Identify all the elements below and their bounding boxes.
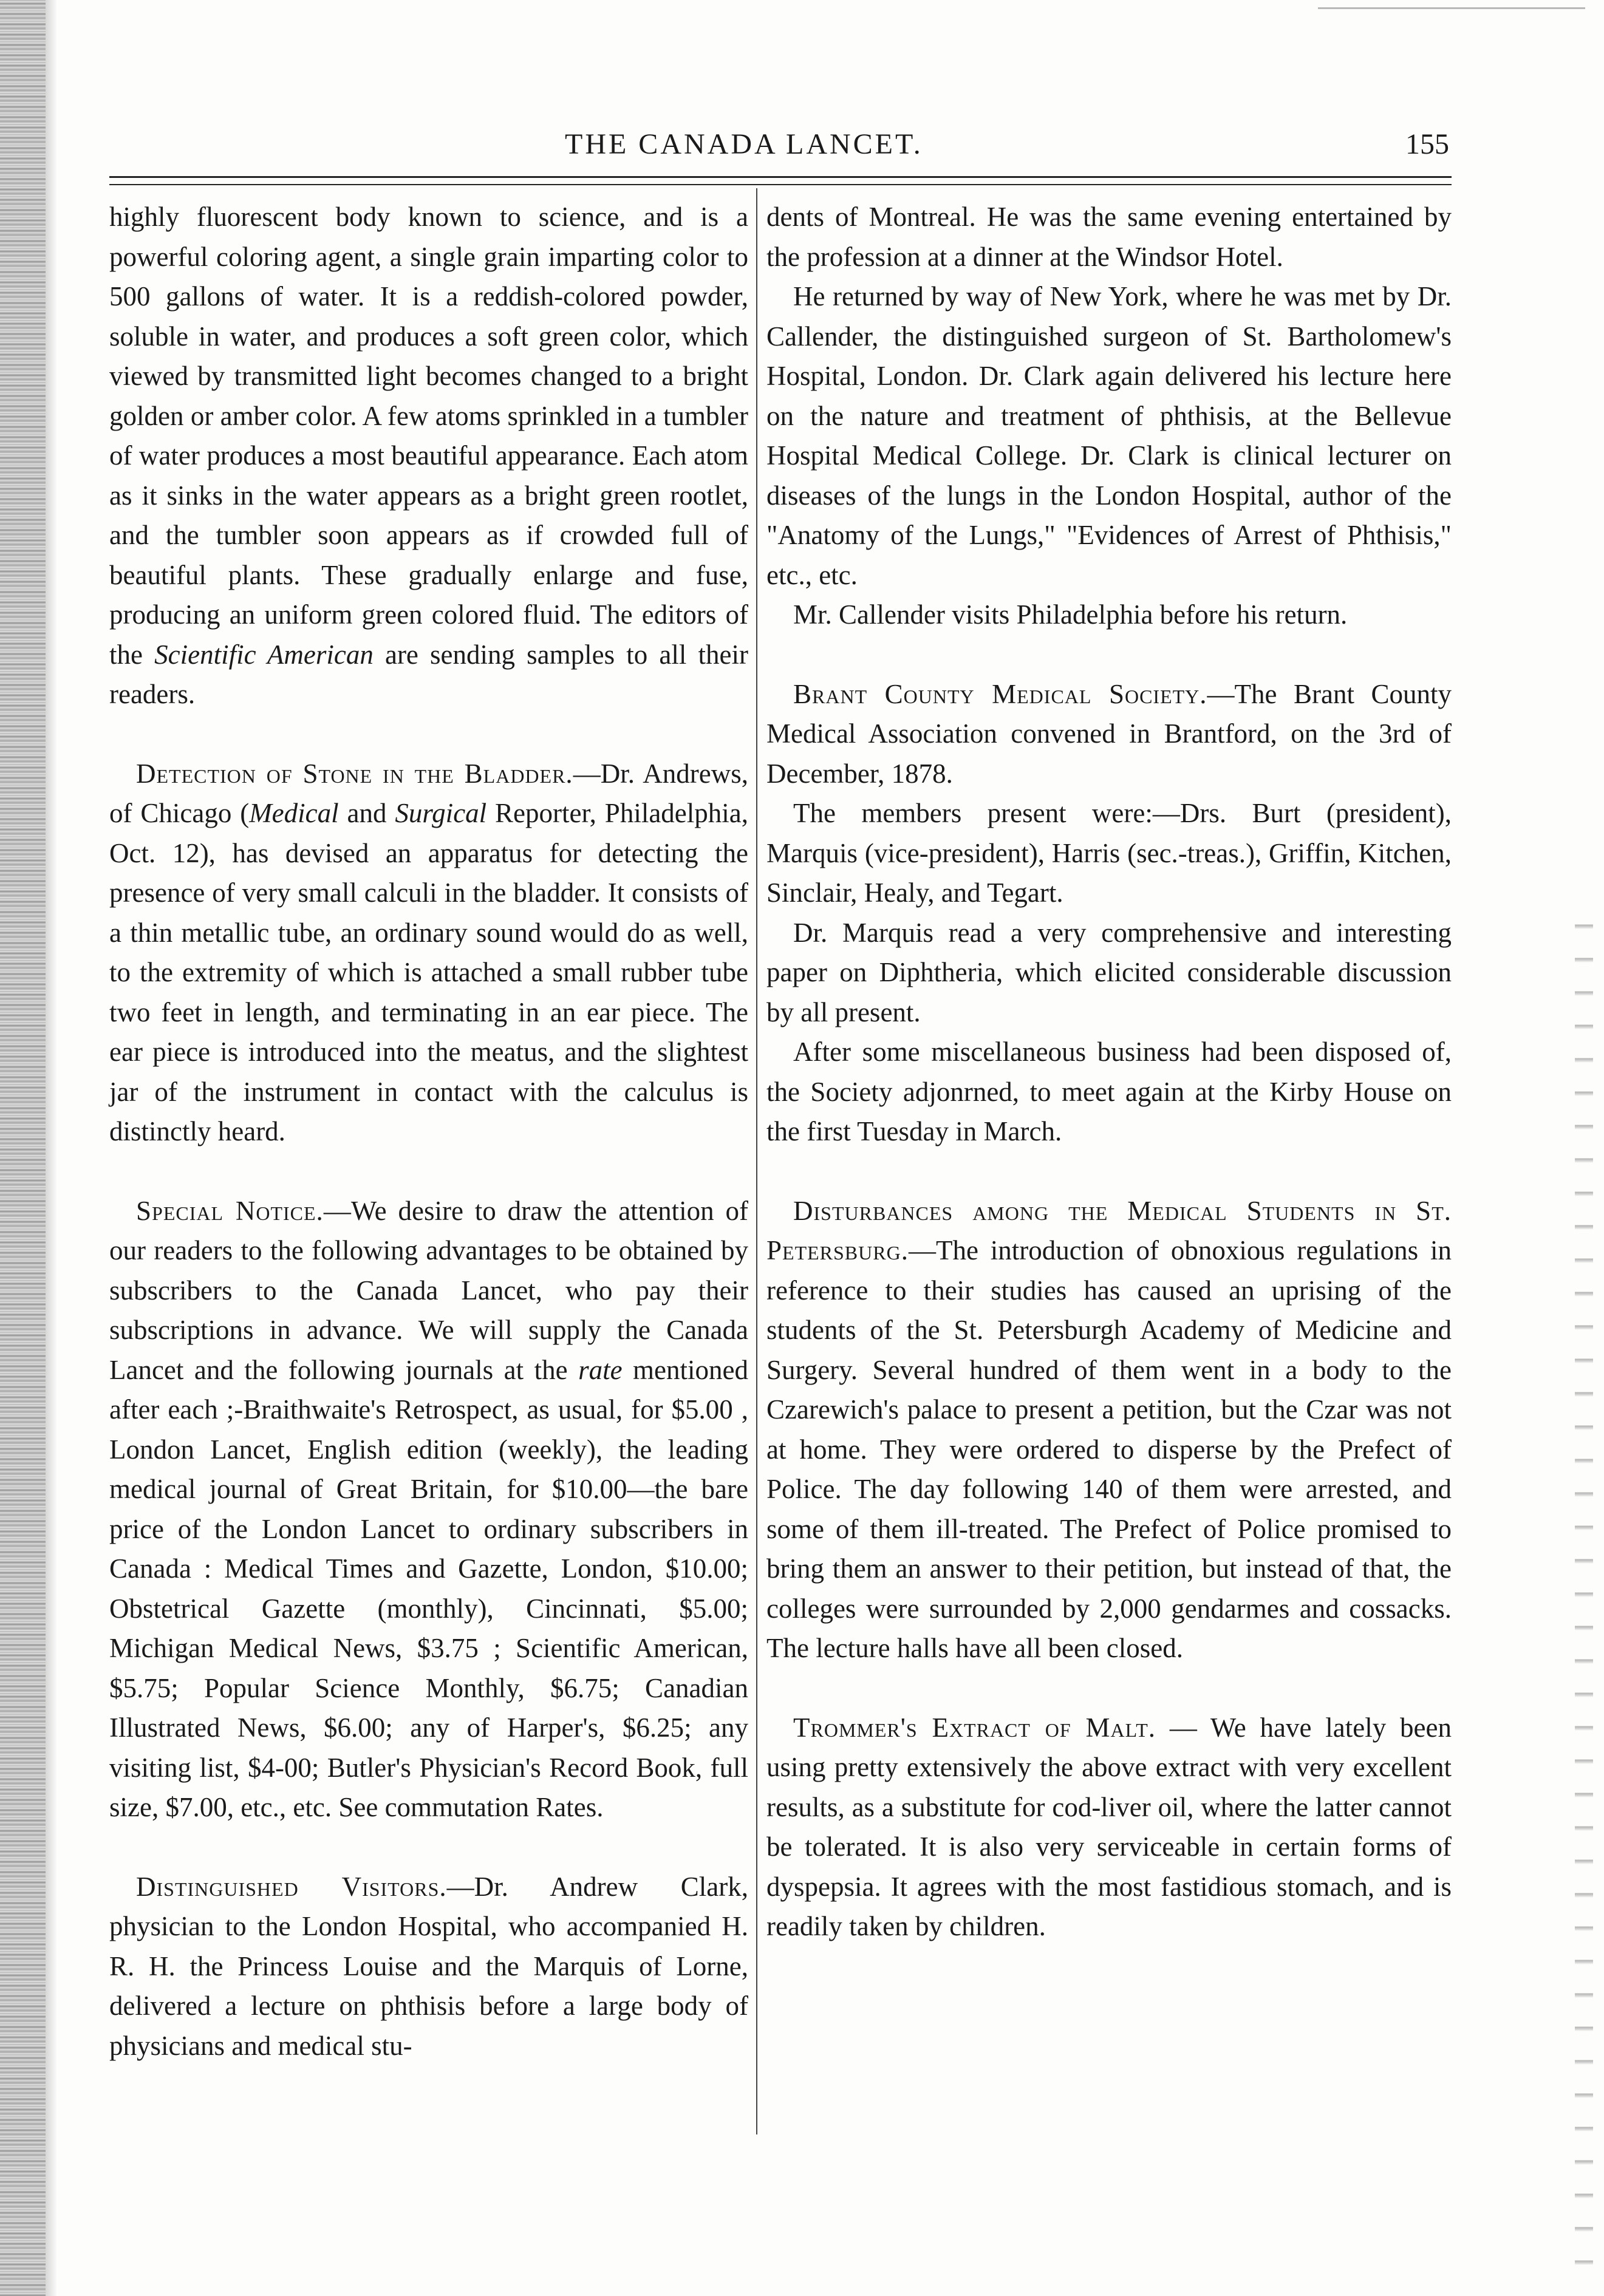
paragraph-text: are sending samples to all their readers. [109,639,748,709]
italic-text: Surgical [395,798,487,828]
visitors-paragraph: He returned by way of New York, where he was met by Dr. Callender, the distinguished surgeon of St. Bartholomew's Hospital, London. Dr. Clark again delivered his lecture here on the nature and treatment of phthisis, at the Bellevue Hospital Medical College. Dr. Clark is clinical lecturer on diseases of the lungs in the London Hospital, author of the "Anatomy of the Lungs," "Evidences of Arrest of Phthisis," etc., etc. [766,281,1452,590]
article-heading: Trommer's Extract of Malt. [793,1712,1156,1743]
article-heading: Brant County Medical Society. [793,678,1207,709]
italic-text: rate [578,1354,623,1385]
brant-society-article [766,675,1452,794]
paragraph-text: mentioned after each ;-Braithwaite's Retrospect, as usual, for $5.00 , London Lancet, English edition (weekly), the leading medical journal of Great Britain, for $10.00—the bare price of the London Lancet to ordinary subscribers in Canada : Medical Times and Gazette, London, $10.00; Obstetrical Gazette (monthly), Cincinnati, $5.00; Michigan Medical News, $3.75 ; Scientific American, $5.75; Popular Science Monthly, $6.75; Canadian Illustrated News, $6.00; any of Harper's, $6.25; any visiting list, $4-00; Butler's Physician's Record Book, full size, $7.00, etc., etc. See commutation Rates. [109,1354,748,1822]
detection-article [109,754,748,1152]
binding-shadow [46,0,56,2296]
paragraph-text: —Dr. Andrews, of Chicago ( [109,758,748,828]
running-title: THE CANADA LANCET. [565,128,923,160]
scan-noise-strip [1575,911,1593,2277]
fluorescent-article-paragraph [109,197,748,715]
visitors-article [109,1867,748,2066]
left-column [109,197,748,2066]
brant-paragraph: The members present were:—Drs. Burt (president), Marquis (vice-president), Harris (sec.-treas.), Griffin, Kitchen, Sinclair, Healy, and Tegart. [766,798,1452,908]
article-heading: Detection of Stone in the Bladder. [136,758,573,789]
brant-paragraph: Dr. Marquis read a very comprehensive and interesting paper on Diphtheria, which elicited considerable discussion by all present. [766,917,1452,1027]
malt-article [766,1708,1452,1947]
italic-text: Medical [249,798,339,828]
header-rule [109,176,1452,185]
binding-edge [0,0,46,2296]
visitors-paragraph: Mr. Callender visits Philadelphia before his return. [793,599,1348,630]
paragraph-text: and [338,798,395,828]
paragraph-text: highly fluorescent body known to science, and is a powerful coloring agent, a single grain imparting color to 500 gallons of water. It is a reddish-colored powder, soluble in water, and produces a soft green color, which viewed by transmitted light becomes changed to a bright golden or amber color. A few atoms sprinkled in a tumbler of water produces a most beautiful appearance. Each atom as it sinks in the water appears as a bright green rootlet, and the tumbler soon appears as if crowded full of beautiful plants. These gradually enlarge and fuse, producing an uniform green colored fluid. The editors of the [109,202,748,670]
special-notice-article [109,1191,748,1828]
article-heading: Distinguished Visitors. [136,1871,447,1902]
italic-title: Scientific American [154,639,374,670]
article-heading: Special Notice. [136,1195,324,1226]
column-divider [756,188,757,2134]
paragraph-text: —We desire to draw the attention of our readers to the following advantages to be obtained by subscribers to the Canada Lancet, who pay their subscriptions in advance. We will supply the Canada Lancet and the following journals at the [109,1195,748,1385]
paragraph-text: —Dr. Andrew Clark, physician to the London Hospital, who accompanied H. R. H. the Princess Louise and the Marquis of Lorne, delivered a lecture on phthisis before a large body of physicians and medical stu- [109,1871,748,2061]
disturbances-article [766,1191,1452,1669]
paragraph-text: —The Brant County Medical Association convened in Brantford, on the 3rd of December, 1878. [766,678,1452,789]
visitors-continued: dents of Montreal. He was the same evening entertained by the profession at a dinner at the Windsor Hotel. [766,202,1452,272]
page-number: 155 [1405,128,1449,160]
brant-paragraph: After some miscellaneous business had been disposed of, the Society adjonrned, to meet again at the Kirby House on the first Tuesday in March. [766,1037,1452,1146]
paragraph-text: Reporter, Philadelphia, Oct. 12), has devised an apparatus for detecting the presence of very small calculi in the bladder. It consists of a thin metallic tube, an ordinary sound would do as well, to the extremity of which is attached a small rubber tube two feet in length, and terminating in an ear piece. The ear piece is introduced into the meatus, and the slightest jar of the instrument in contact with the calculus is distinctly heard. [109,798,748,1146]
right-column [766,197,1452,1947]
paragraph-text: — We have lately been using pretty extensively the above extract with very excellent results, as a substitute for cod-liver oil, where the latter cannot be tolerated. It is also very serviceable in certain forms of dyspepsia. It agrees with the most fastidious stomach, and is readily taken by children. [766,1712,1452,1941]
scan-artifact-line [1318,7,1585,9]
article-heading: Disturbances among the Medical Students in St. Petersburg. [766,1195,1452,1266]
paragraph-text: —The introduction of obnoxious regulations in reference to their studies has caused an uprising of the students of the St. Petersburgh Academy of Medicine and Surgery. Several hundred of them went in a body to the Czarewich's palace to present a petition, but the Czar was not at home. They were ordered to disperse by the Prefect of Police. The day following 140 of them were arrested, and some of them ill-treated. The Prefect of Police promised to bring them an answer to their petition, but instead of that, the colleges were surrounded by 2,000 gendarmes and cossacks. The lecture halls have all been closed. [766,1235,1452,1663]
